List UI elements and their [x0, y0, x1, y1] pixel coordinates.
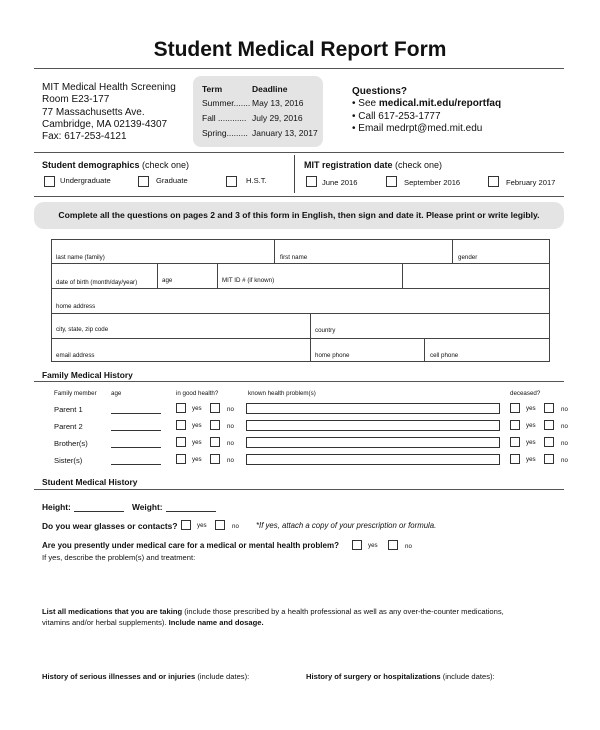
care-yes-checkbox[interactable] — [352, 540, 362, 550]
undergraduate-label: Undergraduate — [60, 176, 111, 185]
student-history-heading: Student Medical History — [42, 477, 138, 487]
home-address-field[interactable]: home address — [56, 303, 96, 310]
grid-line — [274, 239, 275, 263]
height-label: Height: — [42, 502, 71, 512]
grid-line — [310, 338, 311, 362]
no-label: no — [227, 457, 234, 464]
family-member-label: Brother(s) — [54, 439, 88, 448]
yes-label: yes — [192, 422, 202, 429]
col-deceased: deceased? — [510, 390, 541, 397]
yes-label: yes — [526, 456, 536, 463]
no-label: no — [227, 406, 234, 413]
hst-checkbox[interactable] — [226, 176, 237, 187]
term-fall: Fall ............ — [202, 113, 247, 123]
registration-heading: MIT registration date (check one) — [304, 160, 443, 170]
deadline-fall: July 29, 2016 — [252, 113, 303, 123]
glasses-yes-checkbox[interactable] — [181, 520, 191, 530]
glasses-note: *If yes, attach a copy of your prescription or formula. — [256, 521, 437, 530]
deceased-yes-checkbox[interactable] — [510, 437, 520, 447]
yes-label: yes — [526, 439, 536, 446]
june-2016-checkbox[interactable] — [306, 176, 317, 187]
grid-line — [51, 338, 550, 339]
grid-line — [424, 338, 425, 362]
february-2017-checkbox[interactable] — [488, 176, 499, 187]
no-label: no — [405, 543, 412, 550]
yes-label: yes — [192, 405, 202, 412]
faq-link[interactable]: medical.mit.edu/reportfaq — [378, 98, 502, 110]
first-name-field[interactable]: first name — [280, 254, 308, 261]
hst-label: H.S.T. — [246, 176, 267, 185]
deadline-spring: January 13, 2017 — [252, 128, 318, 138]
section-divider — [34, 489, 564, 490]
height-input[interactable] — [74, 511, 124, 512]
cell-phone-field[interactable]: cell phone — [430, 352, 459, 359]
mit-id-field[interactable]: MIT ID # (if known) — [222, 277, 275, 284]
yes-label: yes — [526, 422, 536, 429]
family-member-label: Parent 2 — [54, 422, 83, 431]
questions-email[interactable]: • Email medrpt@med.mit.edu — [352, 122, 483, 134]
age-input[interactable] — [111, 447, 161, 448]
address-line: MIT Medical Health Screening — [42, 82, 176, 93]
yes-label: yes — [192, 456, 202, 463]
good-health-no-checkbox[interactable] — [210, 454, 220, 464]
deceased-no-checkbox[interactable] — [544, 420, 554, 430]
good-health-yes-checkbox[interactable] — [176, 420, 186, 430]
col-good-health: in good health? — [176, 390, 219, 397]
clinic-address — [42, 82, 176, 143]
title-divider — [34, 68, 564, 69]
grid-line — [310, 313, 311, 338]
no-label: no — [561, 457, 568, 464]
care-no-checkbox[interactable] — [388, 540, 398, 550]
deceased-yes-checkbox[interactable] — [510, 454, 520, 464]
grid-line — [452, 239, 453, 263]
health-problems-input[interactable] — [246, 454, 500, 465]
questions-see: • See — [352, 98, 379, 110]
deceased-no-checkbox[interactable] — [544, 403, 554, 413]
section-divider — [34, 152, 564, 153]
good-health-no-checkbox[interactable] — [210, 403, 220, 413]
col-age: age — [111, 390, 122, 397]
no-label: no — [561, 406, 568, 413]
deceased-yes-checkbox[interactable] — [510, 403, 520, 413]
health-problems-input[interactable] — [246, 420, 500, 431]
care-question: Are you presently under medical care for a medical or mental health problem? — [42, 541, 339, 550]
health-problems-input[interactable] — [246, 403, 500, 414]
yes-label: yes — [368, 542, 378, 549]
age-field[interactable]: age — [162, 277, 173, 284]
graduate-checkbox[interactable] — [138, 176, 149, 187]
medications-instructions-line2: vitamins and/or herbal supplements). Include name and dosage. — [42, 618, 264, 627]
no-label: no — [227, 440, 234, 447]
last-name-field[interactable]: last name (family) — [56, 254, 105, 261]
term-spring: Spring......... — [202, 128, 248, 138]
medications-instructions: List all medications that you are taking (include those prescribed by a health professional as well as any over-the-counter medications, — [42, 607, 504, 616]
deceased-yes-checkbox[interactable] — [510, 420, 520, 430]
undergraduate-checkbox[interactable] — [44, 176, 55, 187]
deceased-no-checkbox[interactable] — [544, 437, 554, 447]
good-health-no-checkbox[interactable] — [210, 420, 220, 430]
page-title: Student Medical Report Form — [153, 38, 447, 61]
address-line: Fax: 617-253-4121 — [42, 131, 127, 143]
instructions-banner: Complete all the questions on pages 2 and 3 of this form in English, then sign and date it. Please print or write legibly. — [34, 202, 564, 229]
age-input[interactable] — [111, 413, 161, 414]
family-member-label: Parent 1 — [54, 405, 83, 414]
gender-field[interactable]: gender — [458, 254, 478, 261]
age-input[interactable] — [111, 464, 161, 465]
email-field[interactable]: email address — [56, 352, 95, 359]
address-line: Room E23-177 — [42, 94, 110, 106]
care-describe-label: If yes, describe the problem(s) and treatment: — [42, 553, 196, 562]
home-phone-field[interactable]: home phone — [315, 352, 350, 359]
col-health-problems: known health problem(s) — [248, 390, 316, 397]
grid-line — [51, 263, 550, 264]
september-2016-label: September 2016 — [404, 178, 461, 187]
good-health-no-checkbox[interactable] — [210, 437, 220, 447]
yes-label: yes — [526, 405, 536, 412]
section-divider — [34, 196, 564, 197]
section-divider — [34, 381, 564, 382]
dob-field[interactable]: date of birth (month/day/year) — [56, 279, 138, 286]
no-label: no — [227, 423, 234, 430]
section-separator — [294, 155, 295, 193]
term-header: Term — [202, 84, 223, 94]
weight-input[interactable] — [166, 511, 216, 512]
june-2016-label: June 2016 — [322, 178, 358, 187]
no-label: no — [561, 423, 568, 430]
illness-history-label: History of serious illnesses and or injuries (include dates): — [42, 672, 250, 681]
no-label: no — [561, 440, 568, 447]
country-field[interactable]: country — [315, 327, 336, 334]
weight-label: Weight: — [132, 502, 163, 512]
grid-line — [51, 313, 550, 314]
family-member-label: Sister(s) — [54, 456, 83, 465]
yes-label: yes — [197, 522, 207, 529]
grid-line — [217, 263, 218, 288]
good-health-yes-checkbox[interactable] — [176, 454, 186, 464]
deadline-header: Deadline — [252, 84, 288, 94]
questions-block — [352, 86, 501, 135]
demographics-heading: Student demographics (check one) — [42, 160, 190, 170]
good-health-yes-checkbox[interactable] — [176, 437, 186, 447]
city-field[interactable]: city, state, zip code — [56, 326, 109, 333]
deadline-summer: May 13, 2016 — [252, 98, 304, 108]
glasses-question: Do you wear glasses or contacts? — [42, 521, 178, 531]
term-summer: Summer....... — [202, 98, 251, 108]
september-2016-checkbox[interactable] — [386, 176, 397, 187]
good-health-yes-checkbox[interactable] — [176, 403, 186, 413]
address-line: 77 Massachusetts Ave. — [42, 106, 145, 118]
questions-call: • Call 617-253-1777 — [352, 110, 441, 122]
glasses-no-checkbox[interactable] — [215, 520, 225, 530]
age-input[interactable] — [111, 430, 161, 431]
grid-line — [402, 263, 403, 288]
surgery-history-label: History of surgery or hospitalizations (include dates): — [306, 672, 495, 681]
grid-line — [157, 263, 158, 288]
graduate-label: Graduate — [156, 176, 188, 185]
health-problems-input[interactable] — [246, 437, 500, 448]
grid-line — [51, 288, 550, 289]
col-family-member: Family member — [54, 390, 97, 397]
questions-heading: Questions? — [352, 86, 408, 97]
family-history-heading: Family Medical History — [42, 370, 133, 380]
february-2017-label: February 2017 — [506, 178, 556, 187]
deceased-no-checkbox[interactable] — [544, 454, 554, 464]
no-label: no — [232, 523, 239, 530]
yes-label: yes — [192, 439, 202, 446]
address-line: Cambridge, MA 02139-4307 — [42, 118, 168, 130]
